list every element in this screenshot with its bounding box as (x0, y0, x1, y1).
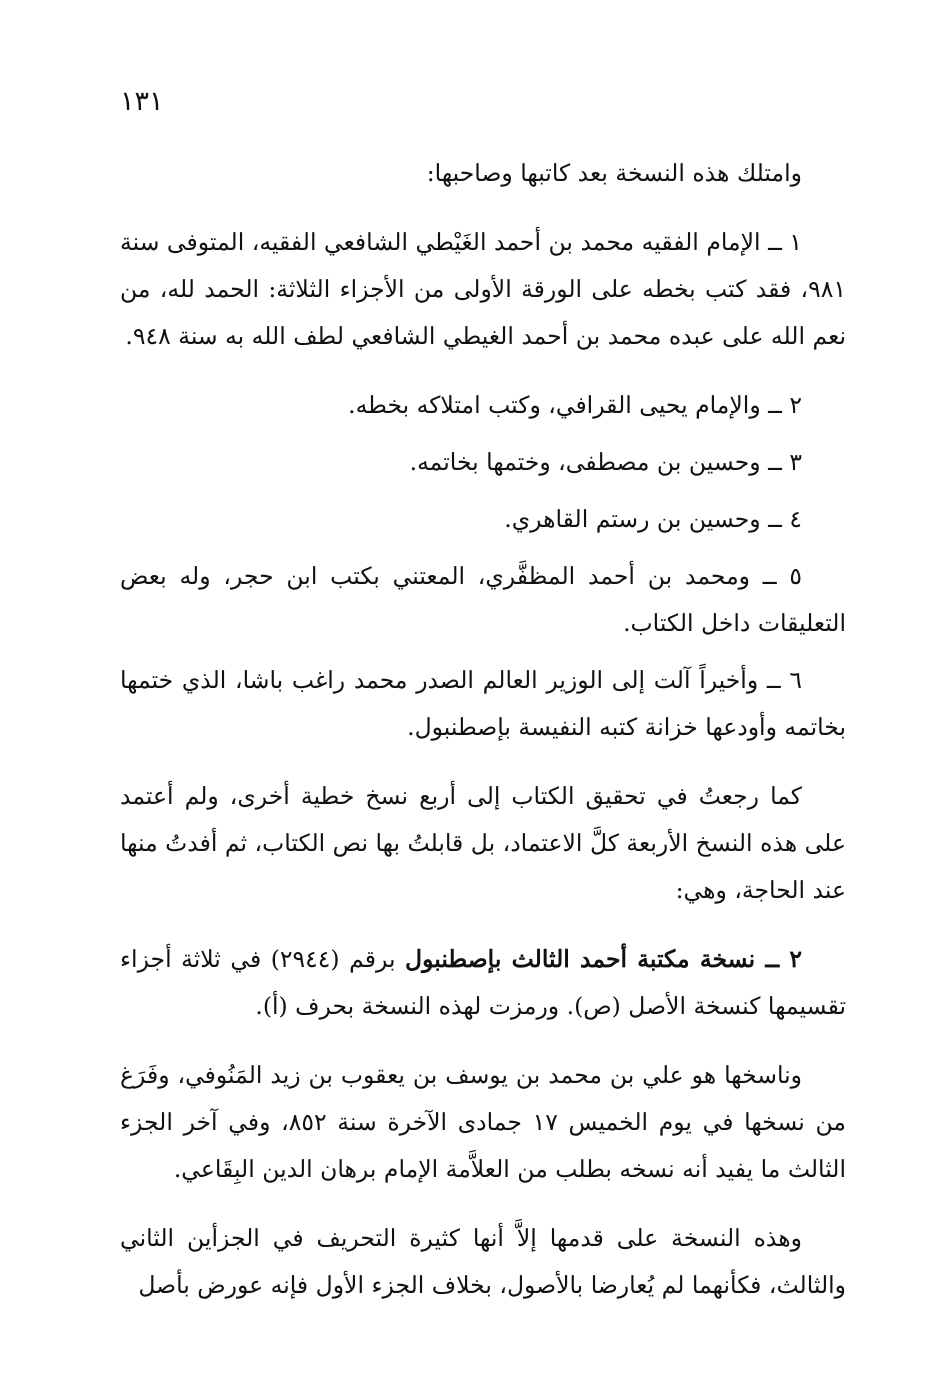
intro-paragraph: وامتلك هذه النسخة بعد كاتبها وصاحبها: (426, 159, 802, 187)
owner-item-6: ٦ ــ وأخيراً آلت إلى الوزير العالم الصدر محمد راغب باشا، الذي ختمها بخاتمه وأودعها خزانة كتبه النفيسة بإصطنبول. (120, 666, 846, 741)
other-copies-paragraph: كما رجعتُ في تحقيق الكتاب إلى أربع نسخ خطية أخرى، ولم أعتمد على هذه النسخ الأربعة كلَّ الاعتماد، بل قابلتُ بها نص الكتاب، ثم أفدتُ منها عند الحاجة، وهي: (120, 782, 846, 904)
page-number: ١٣١ (120, 86, 164, 117)
assessment-paragraph: وهذه النسخة على قدمها إلاَّ أنها كثيرة التحريف في الجزأين الثاني والثالث، فكأنهما لم يُعارضا بالأصول، بخلاف الجزء الأول فإنه عورض بأصل (120, 1224, 846, 1299)
copy-2-text: برقم (٢٩٤٤) في ثلاثة أجزاء تقسيمها كنسخة الأصل (ص). ورمزت لهذه النسخة بحرف (أ). (120, 945, 846, 1020)
owner-item-2: ٢ ــ والإمام يحيى القرافي، وكتب امتلاكه بخطه. (348, 391, 802, 419)
page-body (120, 150, 846, 1309)
copyist-paragraph: وناسخها هو علي بن محمد بن يوسف بن يعقوب بن زيد المَنُوفي، وفَرَغ من نسخها في يوم الخميس ١٧ جمادى الآخرة سنة ٨٥٢، وفي آخر الجزء الثالث ما يفيد أنه نسخه بطلب من العلاَّمة الإمام برهان الدين البِقَاعي. (120, 1061, 846, 1183)
owner-item-1: ١ ــ الإمام الفقيه محمد بن أحمد الغَيْطي الشافعي الفقيه، المتوفى سنة ٩٨١، فقد كتب بخطه على الورقة الأولى من الأجزاء الثلاثة: الحمد لله، من نعم الله على عبده محمد بن أحمد الغيطي الشافعي لطف الله به سنة ٩٤٨. (120, 228, 846, 350)
copy-2-paragraph (120, 936, 846, 1030)
owner-item-4: ٤ ــ وحسين بن رستم القاهري. (504, 505, 802, 533)
copy-2-heading: ٢ ــ نسخة مكتبة أحمد الثالث بإصطنبول (405, 945, 803, 973)
owner-item-5: ٥ ــ ومحمد بن أحمد المظفَّري، المعتني بكتب ابن حجر، وله بعض التعليقات داخل الكتاب. (120, 562, 846, 637)
owner-item-3: ٣ ــ وحسين بن مصطفى، وختمها بخاتمه. (409, 448, 802, 476)
